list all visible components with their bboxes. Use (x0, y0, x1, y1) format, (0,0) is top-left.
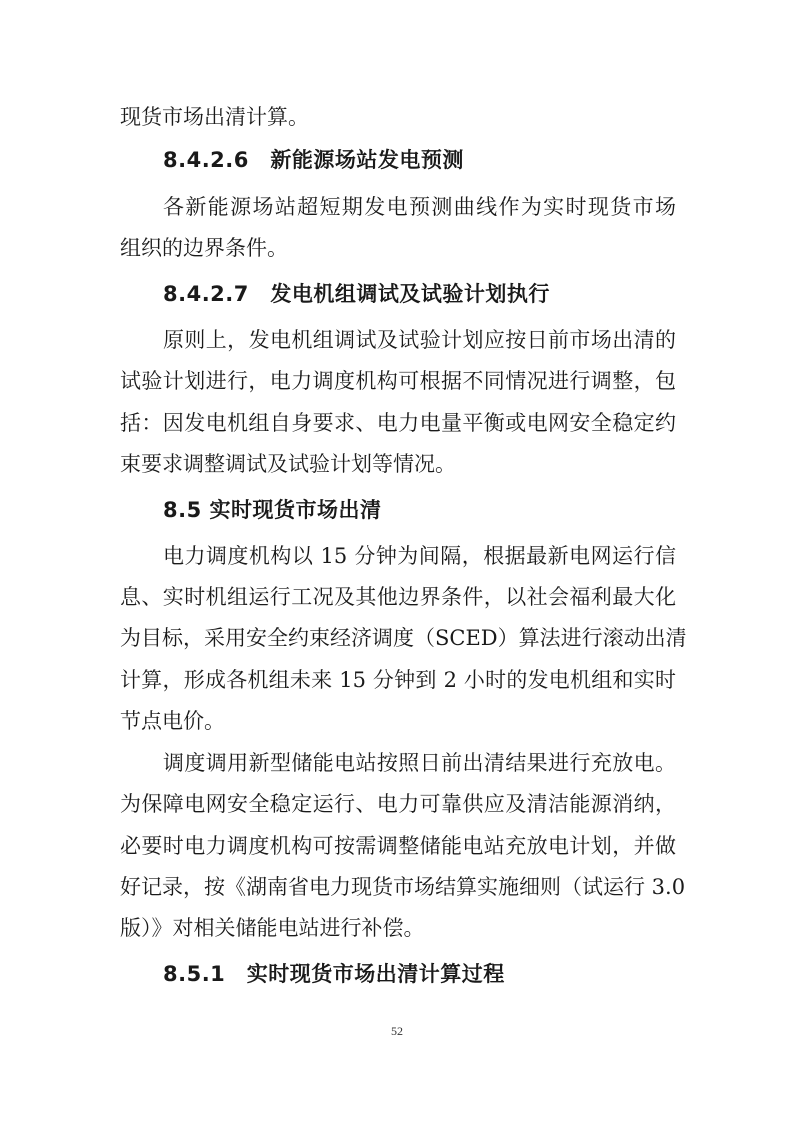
paragraph-line: 束要求调整调试及试验计划等情况。 (120, 452, 456, 476)
section-heading: 8.5.1 实时现货市场出清计算过程 (163, 962, 505, 986)
paragraph-line: 调度调用新型储能电站按照日前出清结果进行充放电。 (163, 751, 676, 775)
paragraph-line: 各新能源场站超短期发电预测曲线作为实时现货市场 (163, 195, 676, 219)
paragraph-line: 版）》对相关储能电站进行补偿。 (120, 916, 425, 940)
section-heading: 8.4.2.6 新能源场站发电预测 (163, 148, 464, 172)
paragraph-line: 节点电价。 (120, 709, 225, 733)
paragraph-line: 组织的边界条件。 (120, 236, 288, 260)
paragraph-line: 息、实时机组运行工况及其他边界条件，以社会福利最大化 (120, 585, 676, 609)
paragraph-line: 原则上，发电机组调试及试验计划应按日前市场出清的 (163, 328, 676, 352)
paragraph-line: 试验计划进行，电力调度机构可根据不同情况进行调整，包 (120, 369, 676, 393)
paragraph-line: 电力调度机构以 15 分钟为间隔，根据最新电网运行信 (163, 544, 676, 568)
section-heading: 8.5 实时现货市场出清 (163, 498, 382, 522)
paragraph-line: 现货市场出清计算。 (120, 105, 309, 129)
paragraph-line: 必要时电力调度机构可按需调整储能电站充放电计划，并做 (120, 834, 676, 858)
paragraph-line: 括：因发电机组自身要求、电力电量平衡或电网安全稳定约 (120, 411, 676, 435)
paragraph-line: 计算，形成各机组未来 15 分钟到 2 小时的发电机组和实时 (120, 668, 676, 692)
paragraph-line: 为保障电网安全稳定运行、电力可靠供应及清洁能源消纳， (120, 792, 676, 816)
page-number: 52 (391, 1024, 403, 1038)
paragraph-line: 好记录，按《湖南省电力现货市场结算实施细则（试运行 3.0 (120, 875, 686, 899)
section-heading: 8.4.2.7 发电机组调试及试验计划执行 (163, 282, 550, 306)
paragraph-line: 为目标，采用安全约束经济调度（SCED）算法进行滚动出清 (120, 626, 687, 650)
